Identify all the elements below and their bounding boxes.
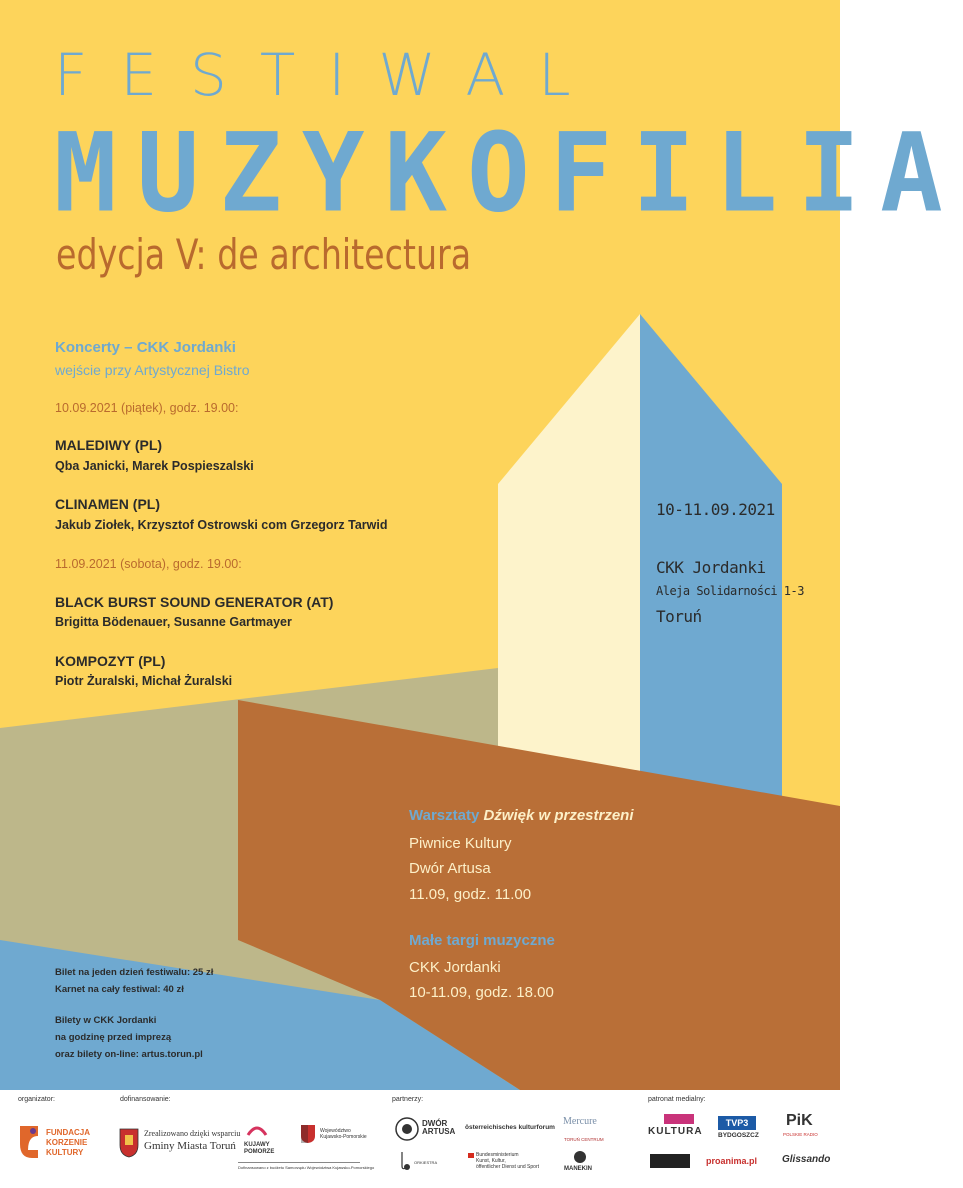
voivodeship-crest-icon <box>300 1124 316 1144</box>
voivodeship-line2: Kujawsko-Pomorskie <box>320 1134 367 1140</box>
torun-crest-icon <box>118 1125 140 1159</box>
workshop-label: Warsztaty <box>409 807 484 824</box>
festival-name: MUZYKOFILIA <box>54 108 963 237</box>
act2-country: (PL) <box>128 496 160 512</box>
mercure-sub: TORUŃ CENTRUM <box>564 1137 604 1142</box>
bundes-line2: Kunst, Kultur, <box>476 1158 506 1164</box>
korzenie-kultury-logo-icon <box>16 1122 42 1162</box>
orkiestra-icon <box>398 1150 412 1172</box>
venue-place: CKK Jordanki <box>656 558 766 577</box>
ticket-pass-price: Karnet na cały festiwal: 40 zł <box>55 984 184 995</box>
austria-flag-icon <box>468 1153 474 1158</box>
org-line2: KORZENIE <box>46 1138 88 1147</box>
funding-label: dofinansowanie: <box>120 1096 171 1103</box>
kujawy-line2: POMORZE <box>244 1149 275 1155</box>
act3-country: (AT) <box>302 594 334 610</box>
act1-title <box>55 437 162 453</box>
act4-name: KOMPOZYT <box>55 653 135 669</box>
act1-name: MALEDIWY <box>55 437 131 453</box>
tvp3-logo: TVP3 <box>718 1116 756 1130</box>
organizer-label: organizator: <box>18 1096 55 1103</box>
pik-logo: PiK <box>786 1112 813 1129</box>
concerts-heading: Koncerty – CKK Jordanki <box>55 339 236 356</box>
venue-dates: 10-11.09.2021 <box>656 500 775 519</box>
workshop-venue1: Piwnice Kultury <box>409 835 512 852</box>
bundesministerium-text <box>476 1152 539 1170</box>
bundes-line3: öffentlicher Dienst und Sport <box>476 1164 540 1170</box>
orkiestra-text: ORKIESTRA <box>414 1160 438 1165</box>
ticket-online: oraz bilety on-line: artus.torun.pl <box>55 1049 203 1060</box>
torun-support-line2: Gminy Miasta Toruń <box>144 1140 236 1152</box>
proanima-logo: proanima.pl <box>706 1156 758 1166</box>
manekin-text: MANEKIN <box>564 1166 592 1172</box>
workshop-title: Dźwięk w przestrzeni <box>483 807 634 824</box>
act2-title <box>55 496 160 512</box>
tvp-kultura-text: KULTURA <box>648 1126 703 1137</box>
organizer-logo-text <box>46 1128 90 1158</box>
org-line1: FUNDACJA <box>46 1128 90 1137</box>
act4-title <box>55 653 165 669</box>
act4-members: Piotr Żuralski, Michał Żuralski <box>55 674 233 688</box>
act2-members: Jakub Ziołek, Krzysztof Ostrowski com Grzegorz Tarwid <box>55 518 388 532</box>
mercure-logo: Mercure <box>563 1116 597 1127</box>
edition-subtitle: edycja V: de architectura <box>56 230 472 279</box>
austrian-forum-logo: österreichisches kulturforum <box>465 1124 555 1131</box>
festival-label: FESTIWAL <box>54 41 604 109</box>
act1-country: (PL) <box>130 437 163 453</box>
act3-name: BLACK BURST SOUND GENERATOR <box>55 594 303 610</box>
manekin-icon <box>570 1150 590 1164</box>
partners-label: partnerzy: <box>392 1096 424 1103</box>
pik-sub: POLSKIE RADIO <box>783 1132 818 1137</box>
fair-title: Małe targi muzyczne <box>409 932 555 949</box>
tvp-kultura-icon <box>664 1114 694 1124</box>
glissando-logo: Glissando <box>782 1154 831 1165</box>
workshop-time: 11.09, godz. 11.00 <box>409 886 532 903</box>
tvp3-sub: BYDGOSZCZ <box>718 1132 759 1139</box>
day1-date: 10.09.2021 (piątek), godz. 19.00: <box>55 401 239 415</box>
concerts-entrance: wejście przy Artystycznej Bistro <box>55 362 250 378</box>
act2-name: CLINAMEN <box>55 496 129 512</box>
dwor-line1: DWÓR <box>422 1119 448 1128</box>
fair-venue: CKK Jordanki <box>409 959 501 976</box>
dwor-artusa-icon <box>394 1116 420 1142</box>
radio-kultura-icon <box>650 1154 690 1168</box>
fair-time: 10-11.09, godz. 18.00 <box>409 984 554 1001</box>
act3-title <box>55 594 333 610</box>
act3-members: Brigitta Bödenauer, Susanne Gartmayer <box>55 615 292 629</box>
act1-members: Qba Janicki, Marek Pospieszalski <box>55 459 254 473</box>
media-label: patronat medialny: <box>648 1096 706 1103</box>
org-line3: KULTURY <box>46 1148 84 1157</box>
ticket-location: Bilety w CKK Jordanki <box>55 1015 157 1026</box>
workshop-venue2: Dwór Artusa <box>409 860 491 877</box>
venue-city: Toruń <box>656 607 702 626</box>
funding-divider <box>238 1162 360 1163</box>
kujawy-line1: KUJAWY <box>244 1142 270 1148</box>
workshop-heading <box>409 807 634 824</box>
bundes-line1: Bundesministerium <box>476 1152 519 1158</box>
voivodeship-line1: Województwo <box>320 1128 351 1134</box>
day2-date: 11.09.2021 (sobota), godz. 19.00: <box>55 557 242 571</box>
blue-building-face <box>640 314 782 800</box>
dwor-artusa-text <box>422 1120 455 1136</box>
kujawy-pomorze-icon <box>246 1123 268 1139</box>
cream-building-face <box>498 314 640 775</box>
act4-country: (PL) <box>134 653 166 669</box>
funding-note: Dofinansowano z budżetu Samorządu Województwa Kujawsko-Pomorskiego <box>238 1165 375 1170</box>
torun-support-line1: Zrealizowano dzięki wsparciu <box>144 1129 241 1138</box>
dwor-line2: ARTUSA <box>422 1127 456 1136</box>
venue-street: Aleja Solidarności 1-3 <box>656 584 804 598</box>
kujawy-logo-text <box>244 1142 274 1156</box>
ticket-timing: na godzinę przed imprezą <box>55 1032 172 1043</box>
ticket-day-price: Bilet na jeden dzień festiwalu: 25 zł <box>55 967 214 978</box>
voivodeship-text <box>320 1128 367 1140</box>
sponsors-footer <box>0 1090 840 1188</box>
